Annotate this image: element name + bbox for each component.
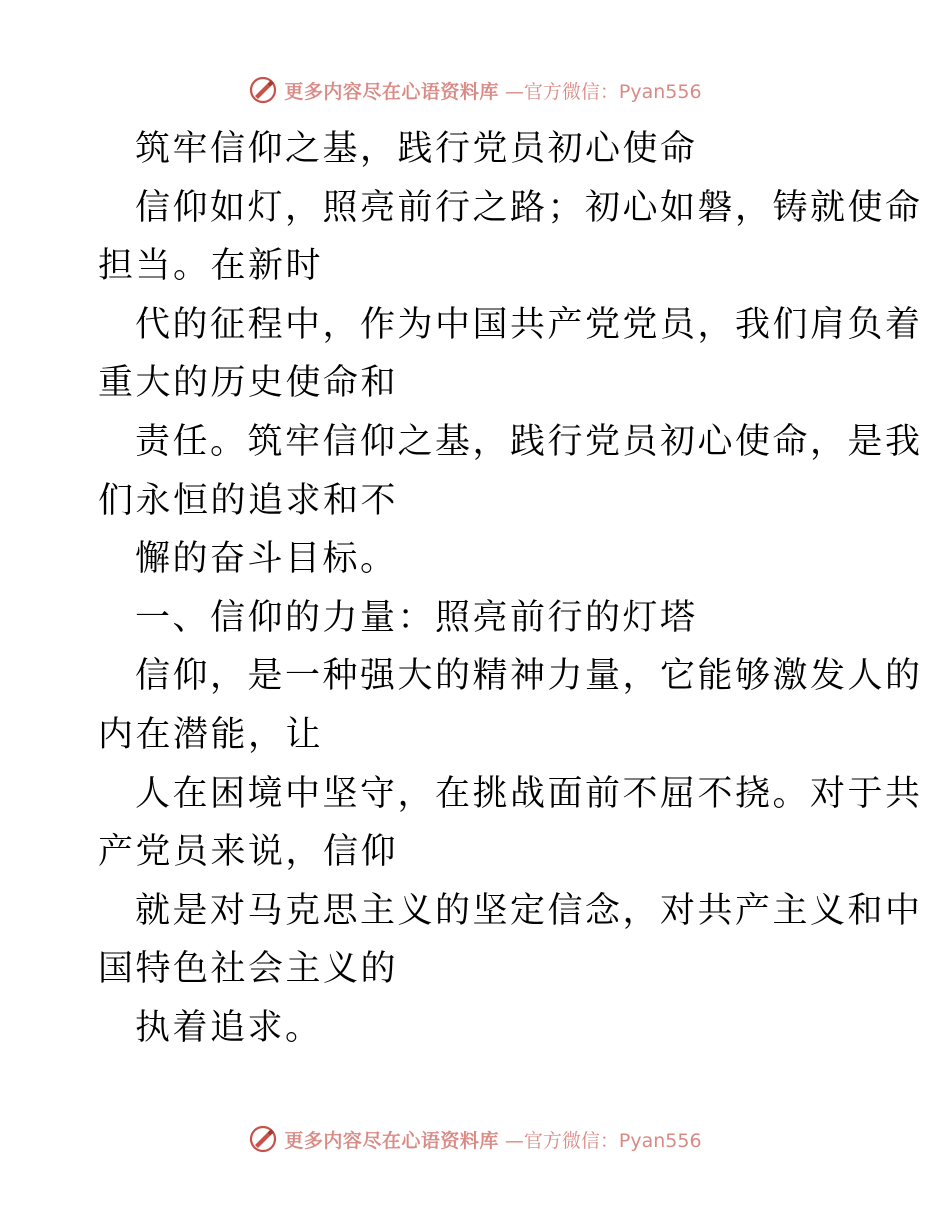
header-banner-content [248,75,701,105]
pen-logo-icon [248,75,278,105]
paragraph-line: 信仰，是一种强大的精神力量，它能够激发人的 [135,656,923,697]
pen-logo-icon [248,1124,278,1154]
banner-wechat: —官方微信：Pyan556 [504,1129,702,1152]
paragraph-line: 国特色社会主义的 [98,949,399,990]
document-body [98,120,923,1058]
paragraph-line: 懈的奋斗目标。 [135,539,398,580]
paragraph-line: 担当。在新时 [98,246,324,287]
banner-wechat: —官方微信：Pyan556 [504,80,702,103]
banner-title: 更多内容尽在心语资料库 [284,1129,499,1152]
footer-banner-content [248,1124,701,1154]
paragraph-line: 代的征程中，作为中国共产党党员，我们肩负着 [135,304,923,345]
paragraph-line: 就是对马克思主义的坚定信念，对共产主义和中 [135,890,923,931]
paragraph-line: 信仰如灯，照亮前行之路；初心如磐，铸就使命 [135,187,923,228]
section-heading: 一、信仰的力量：照亮前行的灯塔 [135,597,698,638]
paragraph-line: 们永恒的追求和不 [98,480,399,521]
paragraph-line: 责任。筑牢信仰之基，践行党员初心使命，是我 [135,421,923,462]
header-banner [0,73,950,107]
paragraph-line: 内在潜能，让 [98,714,324,755]
footer-banner [0,1122,950,1156]
banner-title: 更多内容尽在心语资料库 [284,80,499,103]
paragraph-line: 产党员来说，信仰 [98,832,399,873]
paragraph-line: 重大的历史使命和 [98,363,399,404]
paragraph-line: 人在困境中坚守，在挑战面前不屈不挠。对于共 [135,773,923,814]
paragraph-line: 执着追求。 [135,1007,323,1048]
document-title: 筑牢信仰之基，践行党员初心使命 [135,129,698,169]
